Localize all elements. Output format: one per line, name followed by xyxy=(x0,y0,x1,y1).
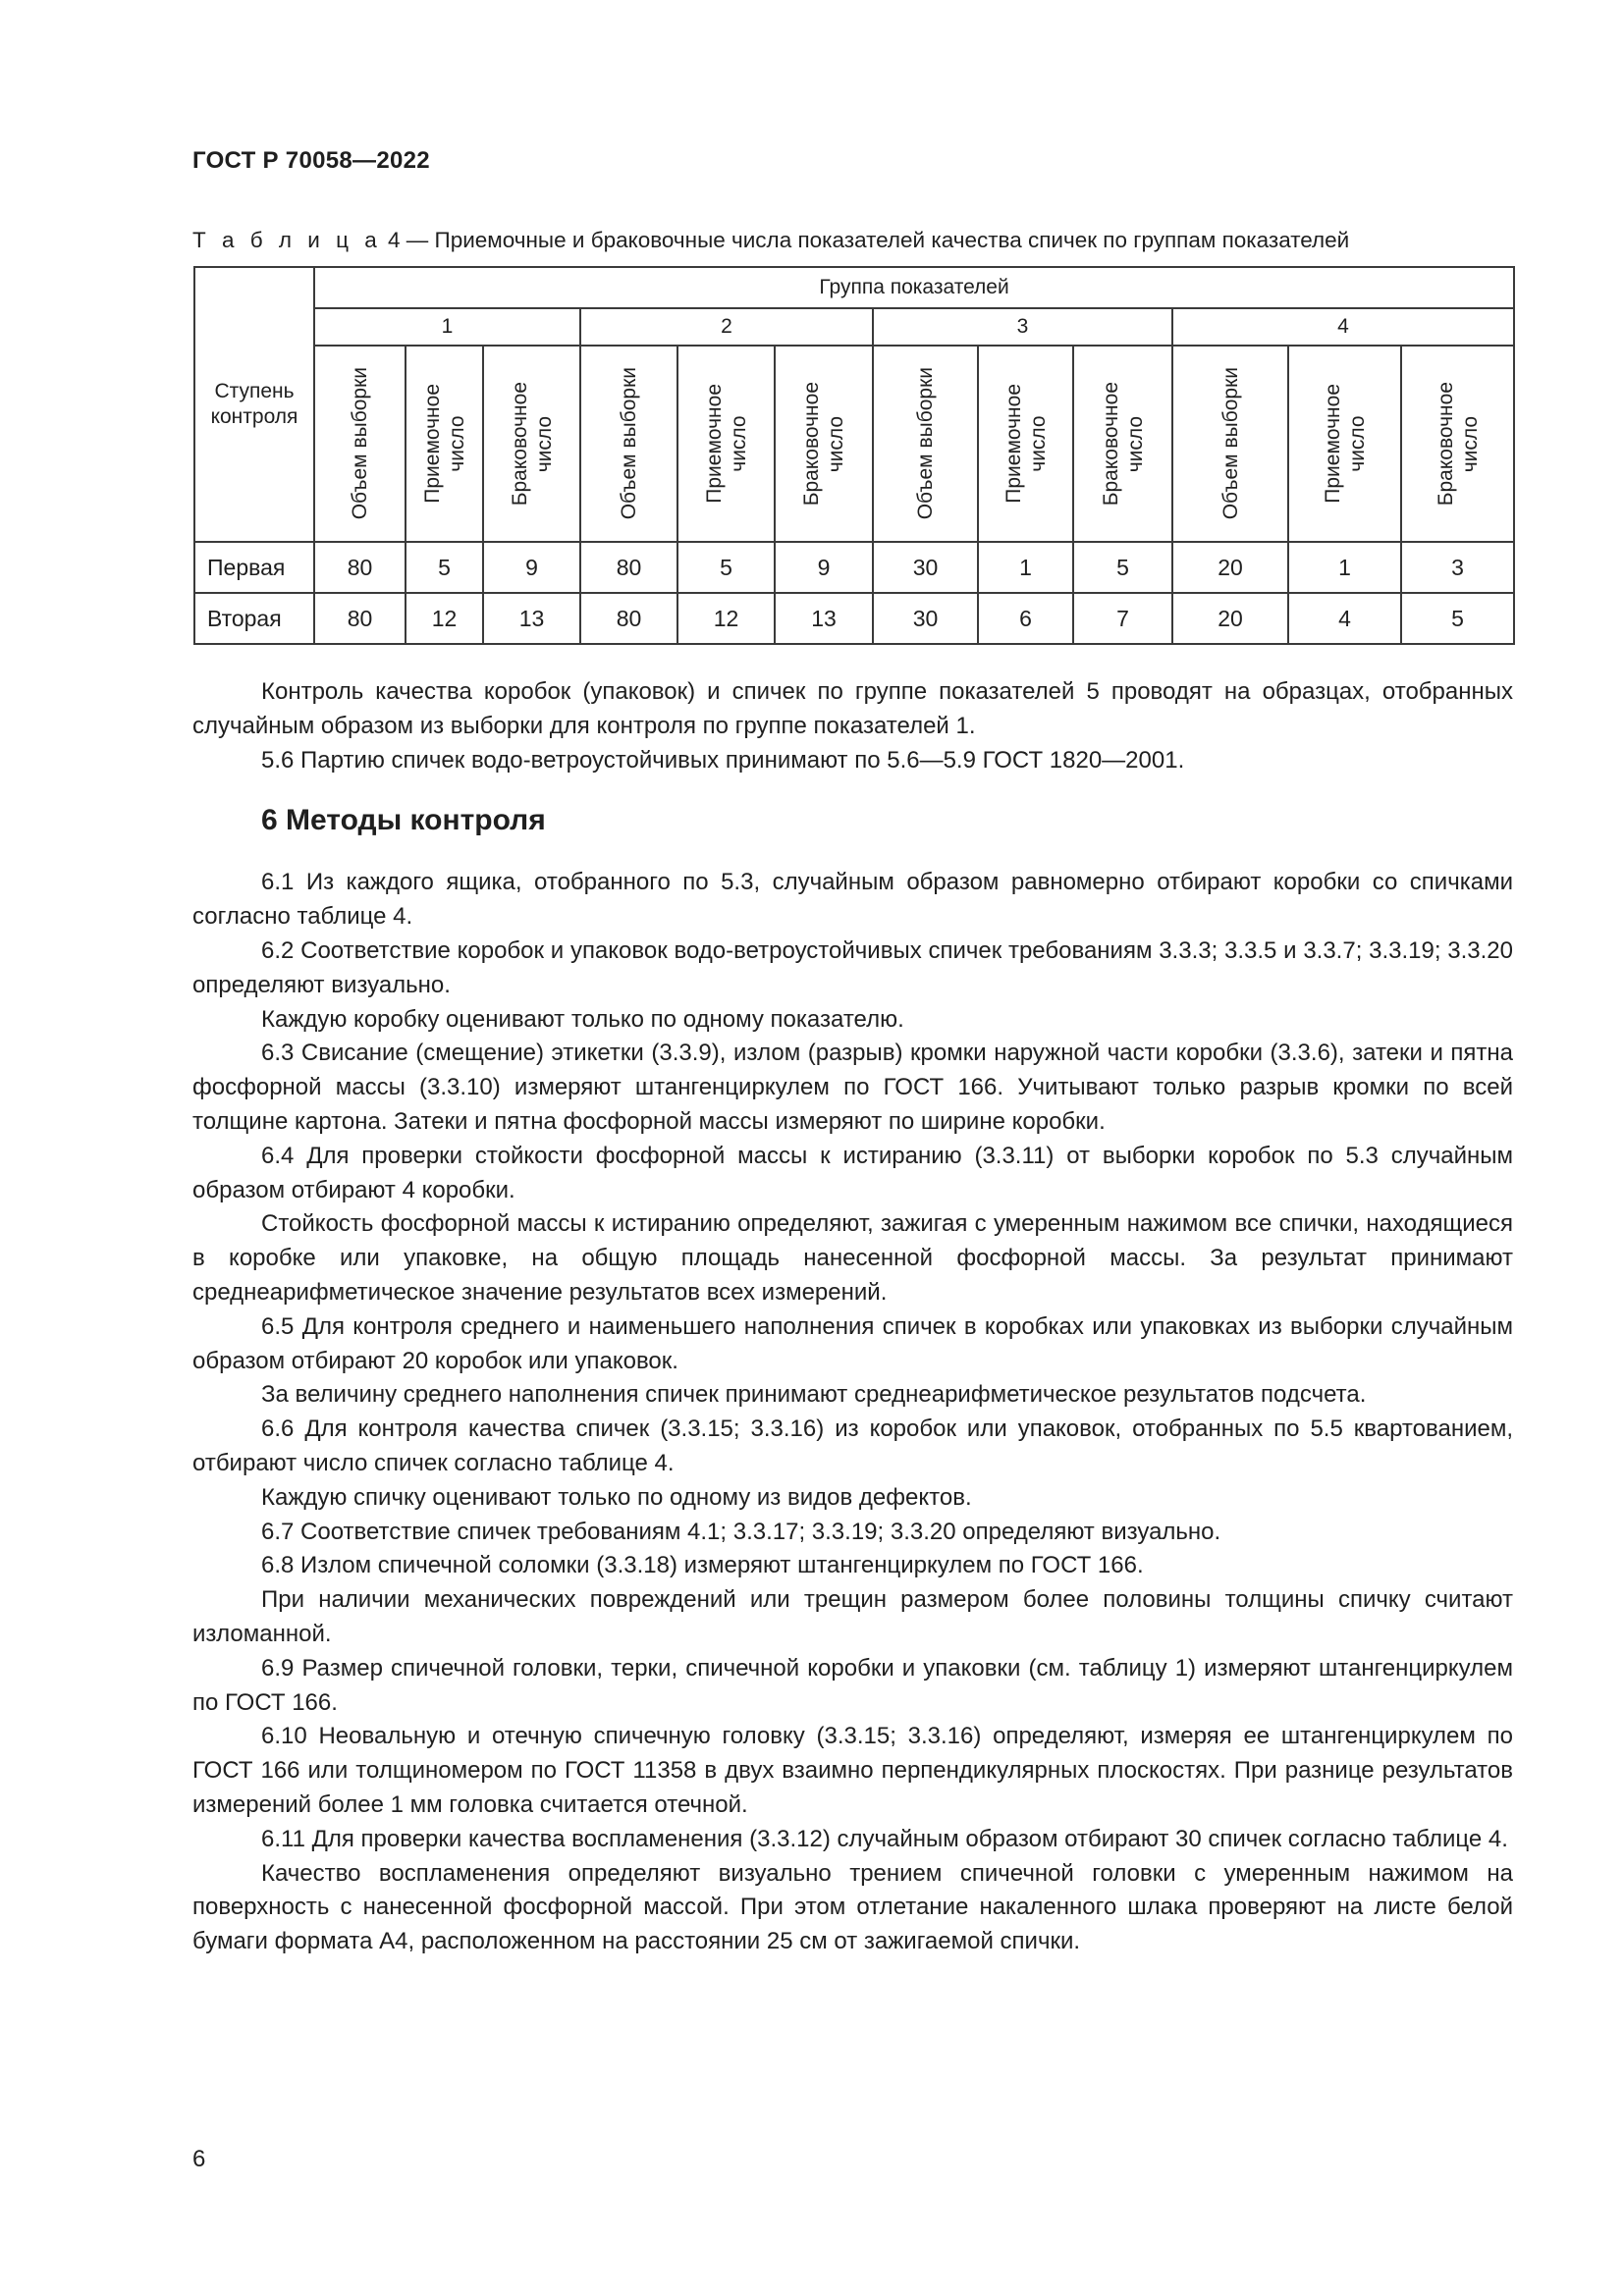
paragraph: Стойкость фосфорной массы к истиранию определяют, зажигая с умеренным нажимом все спички, находящиеся в коробке или упаковке, на общую площадь нанесенной фосфорной массы. За результат принимают среднеарифметическое значение результатов всех измерений. xyxy=(192,1210,1513,1306)
subheader-sample-size: Объем выборки xyxy=(618,367,640,520)
table-cell: 12 xyxy=(406,593,483,644)
subheader-acceptance-number: Приемочное число xyxy=(420,384,468,504)
subheader-cell xyxy=(775,346,873,542)
table-cell: 13 xyxy=(775,593,873,644)
document-id: ГОСТ Р 70058—2022 xyxy=(192,147,430,174)
paragraph: 6.9 Размер спичечной головки, терки, спичечной коробки и упаковки (см. таблицу 1) измеряют штангенциркулем по ГОСТ 166. xyxy=(192,1654,1513,1716)
table-cell: 80 xyxy=(580,593,677,644)
subheader-cell xyxy=(978,346,1073,542)
table-cell: 5 xyxy=(406,542,483,593)
table-cell: 4 xyxy=(1288,593,1401,644)
subheader-rejection-number: Браковочное число xyxy=(800,381,847,507)
table-caption-prefix: Т а б л и ц а xyxy=(192,228,382,252)
subheader-cell xyxy=(1288,346,1401,542)
table-cell: 3 xyxy=(1401,542,1514,593)
table-cell: 5 xyxy=(1073,542,1172,593)
table-caption-text: 4 — Приемочные и браковочные числа показателей качества спичек по группам показателей xyxy=(388,228,1350,252)
subheader-cell xyxy=(873,346,978,542)
subheader-sample-size: Объем выборки xyxy=(1218,367,1242,520)
row-label: Первая xyxy=(194,542,314,593)
table-cell: 80 xyxy=(314,593,406,644)
subheader-rejection-number: Браковочное число xyxy=(1434,381,1482,507)
table-cell: 1 xyxy=(978,542,1073,593)
stage-header: Ступень контроля xyxy=(194,267,314,542)
acceptance-table xyxy=(193,266,1515,645)
paragraph: Каждую спичку оценивают только по одному из видов дефектов. xyxy=(261,1483,972,1511)
paragraph: 6.6 Для контроля качества спичек (3.3.15; 3.3.16) из коробок или упаковок, отобранных по 5.5 квартованием, отбирают число спичек согласно таблице 4. xyxy=(192,1415,1513,1476)
group-header: Группа показателей xyxy=(314,267,1514,308)
paragraph: При наличии механических повреждений или трещин размером более половины толщины спичку считают изломанной. xyxy=(192,1586,1513,1647)
paragraph: 5.6 Партию спичек водо-ветроустойчивых принимают по 5.6—5.9 ГОСТ 1820—2001. xyxy=(261,746,1185,774)
subheader-sample-size: Объем выборки xyxy=(914,367,937,520)
section-title: 6 Методы контроля xyxy=(261,804,546,837)
paragraph: За величину среднего наполнения спичек принимают среднеарифметическое результатов подсчета. xyxy=(261,1381,1367,1409)
paragraph: 6.1 Из каждого ящика, отобранного по 5.3, случайным образом равномерно отбирают коробки со спичками согласно таблице 4. xyxy=(192,869,1513,931)
paragraph: 6.11 Для проверки качества воспламенения (3.3.12) случайным образом отбирают 30 спичек согласно таблице 4. xyxy=(261,1825,1508,1852)
table-caption xyxy=(192,228,1349,253)
subheader-cell xyxy=(580,346,677,542)
group-number: 3 xyxy=(873,308,1172,346)
table-cell: 9 xyxy=(483,542,580,593)
table-cell: 30 xyxy=(873,542,978,593)
subheader-rejection-number: Браковочное число xyxy=(508,381,556,507)
group-number: 1 xyxy=(314,308,580,346)
paragraph: Контроль качества коробок (упаковок) и спичек по группе показателей 5 проводят на образцах, отобранных случайным образом из выборки для контроля по группе показателей 1. xyxy=(192,678,1513,739)
paragraph: 6.10 Неовальную и отечную спичечную головку (3.3.15; 3.3.16) определяют, измеряя ее штангенциркулем по ГОСТ 166 или толщиномером по ГОСТ 11358 в двух взаимно перпендикулярных плоскостях. При разнице результатов измерений более 1 мм головка считается отечной. xyxy=(192,1723,1513,1818)
table-cell: 9 xyxy=(775,542,873,593)
table-cell: 5 xyxy=(677,542,775,593)
table-cell: 80 xyxy=(314,542,406,593)
subheader-cell xyxy=(1172,346,1288,542)
subheader-acceptance-number: Приемочное число xyxy=(702,384,750,504)
paragraph: 6.4 Для проверки стойкости фосфорной массы к истиранию (3.3.11) от выборки коробок по 5.3 случайным образом отбирают 4 коробки. xyxy=(192,1142,1513,1203)
table-cell: 6 xyxy=(978,593,1073,644)
paragraph: Качество воспламенения определяют визуально трением спичечной головки с умеренным нажимом на поверхность с нанесенной фосфорной массой. При этом отлетание накаленного шлака проверяют на листе белой бумаги формата А4, расположенном на расстоянии 25 см от зажигаемой спички. xyxy=(192,1859,1513,1955)
paragraph: 6.5 Для контроля среднего и наименьшего наполнения спичек в коробках или упаковках из выборки случайным образом отбирают 20 коробок или упаковок. xyxy=(192,1312,1513,1374)
paragraph: 6.2 Соответствие коробок и упаковок водо-ветроустойчивых спичек требованиям 3.3.3; 3.3.5 и 3.3.7; 3.3.19; 3.3.20 определяют визуально. xyxy=(192,936,1513,998)
paragraph: Каждую коробку оценивают только по одному показателю. xyxy=(261,1005,904,1033)
subheader-acceptance-number: Приемочное число xyxy=(1001,384,1050,504)
subheader-cell xyxy=(483,346,580,542)
table-cell: 80 xyxy=(580,542,677,593)
table-cell: 30 xyxy=(873,593,978,644)
subheader-cell xyxy=(314,346,406,542)
paragraph: 6.7 Соответствие спичек требованиям 4.1; 3.3.17; 3.3.19; 3.3.20 определяют визуально. xyxy=(261,1518,1221,1545)
paragraph: 6.8 Излом спичечной соломки (3.3.18) измеряют штангенциркулем по ГОСТ 166. xyxy=(261,1552,1144,1579)
paragraph: 6.3 Свисание (смещение) этикетки (3.3.9), излом (разрыв) кромки наружной части коробки (3.3.6), затеки и пятна фосфорной массы (3.3.10) измеряют штангенциркулем по ГОСТ 166. Учитывают только разрыв кромки по всей толщине картона. Затеки и пятна фосфорной массы измеряют по ширине коробки. xyxy=(192,1040,1513,1135)
subheader-cell xyxy=(677,346,775,542)
subheader-cell xyxy=(406,346,483,542)
table-cell: 1 xyxy=(1288,542,1401,593)
group-number: 4 xyxy=(1172,308,1514,346)
row-label: Вторая xyxy=(194,593,314,644)
table-row xyxy=(194,593,1514,644)
subheader-cell xyxy=(1401,346,1514,542)
table-cell: 13 xyxy=(483,593,580,644)
group-number: 2 xyxy=(580,308,873,346)
page-number: 6 xyxy=(192,2146,206,2172)
subheader-acceptance-number: Приемочное число xyxy=(1321,384,1369,504)
body-text xyxy=(192,675,1513,1959)
table-cell: 5 xyxy=(1401,593,1514,644)
table-cell: 20 xyxy=(1172,542,1288,593)
subheader-rejection-number: Браковочное число xyxy=(1099,381,1147,507)
table-cell: 7 xyxy=(1073,593,1172,644)
subheader-sample-size: Объем выборки xyxy=(349,367,371,520)
table-row xyxy=(194,542,1514,593)
table-cell: 20 xyxy=(1172,593,1288,644)
subheader-cell xyxy=(1073,346,1172,542)
table-cell: 12 xyxy=(677,593,775,644)
